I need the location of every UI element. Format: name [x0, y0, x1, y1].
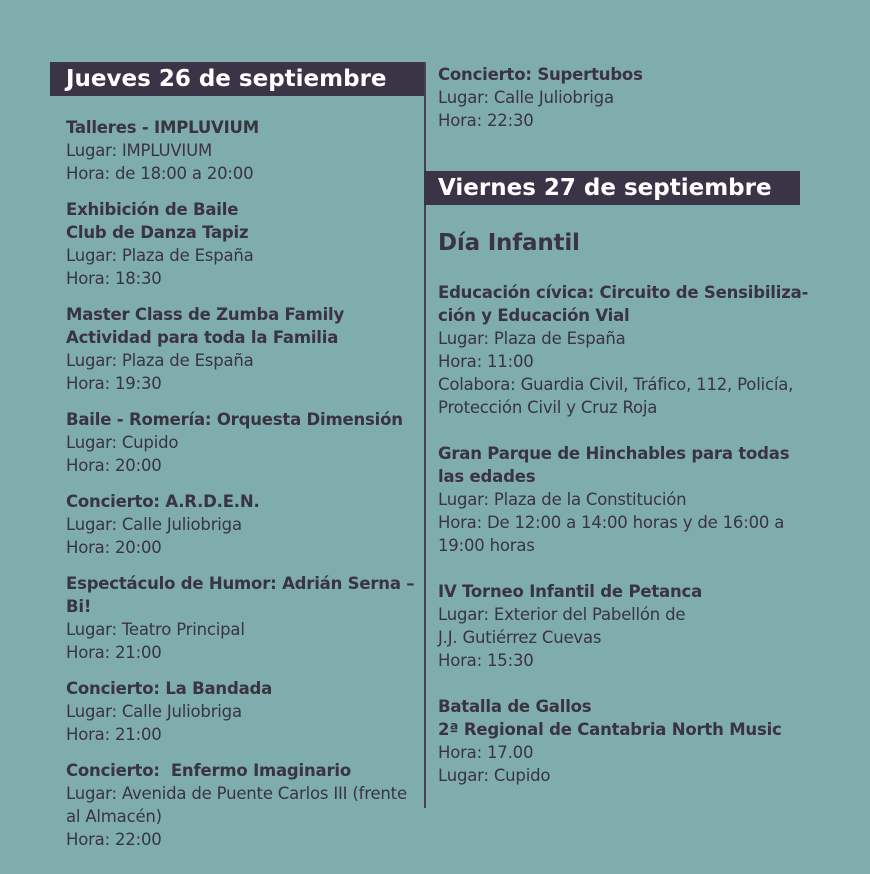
- event-detail: Hora: 21:00: [66, 725, 162, 744]
- event-item: [438, 63, 858, 132]
- event-detail: Lugar: IMPLUVIUM: [66, 141, 213, 160]
- event-detail: al Almacén): [66, 807, 162, 826]
- event-detail: Lugar: Avenida de Puente Carlos III (frente: [66, 784, 407, 803]
- event-item: [438, 580, 858, 672]
- event-detail: Lugar: Calle Juliobriga: [438, 88, 614, 107]
- event-item: [66, 198, 416, 290]
- event-title: Educación cívica: Circuito de Sensibiliza- ción y Educación Vial: [438, 283, 809, 325]
- event-item: [66, 572, 420, 664]
- event-item: [66, 759, 416, 851]
- friday-events: [438, 227, 858, 787]
- event-title: Master Class de Zumba Family Actividad para toda la Familia: [66, 305, 345, 347]
- event-detail: J.J. Gutiérrez Cuevas: [438, 628, 602, 647]
- event-detail: Colabora: Guardia Civil, Tráfico, 112, Policía,: [438, 375, 794, 394]
- event-title: Baile - Romería: Orquesta Dimensión: [66, 410, 403, 429]
- event-detail: Hora: 22:00: [66, 830, 162, 849]
- event-detail: Lugar: Plaza de la Constitución: [438, 490, 687, 509]
- event-item: [66, 303, 416, 395]
- event-title: Concierto: A.R.D.E.N.: [66, 492, 260, 511]
- event-title: IV Torneo Infantil de Petanca: [438, 582, 703, 601]
- event-detail: Lugar: Plaza de España: [66, 351, 254, 370]
- event-title: Exhibición de Baile Club de Danza Tapiz: [66, 200, 249, 242]
- friday-header: Viernes 27 de septiembre: [424, 171, 800, 205]
- event-detail: Hora: De 12:00 a 14:00 horas y de 16:00 a: [438, 513, 785, 532]
- event-title: Batalla de Gallos 2ª Regional de Cantabria North Music: [438, 697, 782, 739]
- event-detail: Lugar: Plaza de España: [438, 329, 626, 348]
- event-title: Espectáculo de Humor: Adrián Serna – Bi!: [66, 574, 420, 616]
- thursday-continued-events: [438, 63, 858, 132]
- event-detail: Lugar: Calle Juliobriga: [66, 702, 242, 721]
- event-detail: Hora: 15:30: [438, 651, 534, 670]
- event-detail: Lugar: Cupido: [66, 433, 179, 452]
- event-item: [66, 116, 416, 185]
- event-title: Concierto: Enfermo Imaginario: [66, 761, 352, 780]
- event-detail: Hora: 17.00: [438, 743, 534, 762]
- event-detail: Lugar: Teatro Principal: [66, 620, 245, 639]
- event-detail: Hora: 11:00: [438, 352, 534, 371]
- event-item: [66, 408, 416, 477]
- event-detail: Hora: 19:30: [66, 374, 162, 393]
- event-item: [66, 677, 416, 746]
- event-detail: 19:00 horas: [438, 536, 535, 555]
- event-title: Gran Parque de Hinchables para todas las edades: [438, 444, 790, 486]
- event-detail: Lugar: Plaza de España: [66, 246, 254, 265]
- event-detail: Hora: de 18:00 a 20:00: [66, 164, 254, 183]
- event-detail: Lugar: Cupido: [438, 766, 551, 785]
- event-detail: Lugar: Calle Juliobriga: [66, 515, 242, 534]
- event-title: Concierto: Supertubos: [438, 65, 643, 84]
- event-title: Concierto: La Bandada: [66, 679, 273, 698]
- thursday-header: Jueves 26 de septiembre: [50, 62, 424, 96]
- friday-event-list: [438, 281, 858, 787]
- event-title: Talleres - IMPLUVIUM: [66, 118, 259, 137]
- event-item: [438, 281, 858, 419]
- event-detail: Hora: 20:00: [66, 538, 162, 557]
- event-detail: Lugar: Exterior del Pabellón de: [438, 605, 686, 624]
- event-item: [438, 695, 858, 787]
- event-detail: Protección Civil y Cruz Roja: [438, 398, 658, 417]
- event-detail: Hora: 21:00: [66, 643, 162, 662]
- event-detail: Hora: 18:30: [66, 269, 162, 288]
- event-detail: Hora: 22:30: [438, 111, 534, 130]
- event-item: [66, 490, 416, 559]
- event-item: [438, 442, 858, 557]
- friday-subtitle: Día Infantil: [438, 230, 580, 256]
- event-detail: Hora: 20:00: [66, 456, 162, 475]
- thursday-events: [66, 116, 420, 851]
